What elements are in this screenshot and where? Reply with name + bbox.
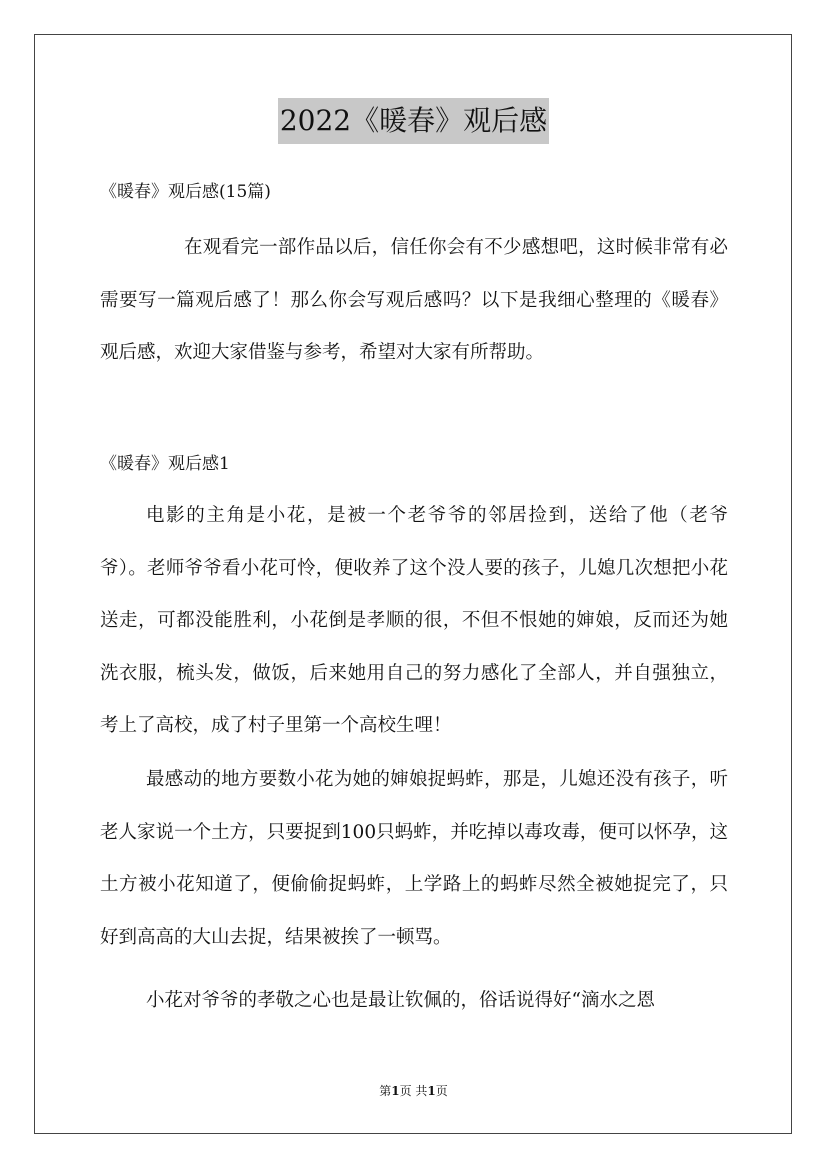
footer-prefix: 第 — [379, 1084, 392, 1098]
title-container — [0, 98, 827, 144]
intro-paragraph: 在观看完一部作品以后，信任你会有不少感想吧，这时候非常有必需要写一篇观后感了！那么你会写观后感吗？以下是我细心整理的《暖春》观后感，欢迎大家借鉴与参考，希望对大家有所帮助。 — [100, 237, 728, 363]
footer-mid: 页 共 — [399, 1084, 428, 1098]
footer-suffix: 页 — [435, 1084, 448, 1098]
footer-current-page: 1 — [391, 1084, 400, 1098]
footer-total-pages: 1 — [427, 1084, 436, 1098]
page-footer — [0, 1082, 827, 1100]
document-subtitle: 《暖春》观后感(15篇) — [100, 182, 271, 202]
section-heading: 《暖春》观后感1 — [100, 454, 230, 474]
document-title: 2022《暖春》观后感 — [278, 98, 549, 144]
body-paragraph-1: 电影的主角是小花，是被一个老爷爷的邻居捡到，送给了他（老爷爷）。老师爷爷看小花可怜，便收养了这个没人要的孩子，儿媳几次想把小花送走，可都没能胜利，小花倒是孝顺的很，不但不恨她的婶娘，反而还为她洗衣服，梳头发，做饭，后来她用自己的努力感化了全部人，并自强独立，考上了高校，成了村子里第一个高校生哩！ — [100, 505, 728, 736]
body-paragraph-2: 最感动的地方要数小花为她的婶娘捉蚂蚱，那是，儿媳还没有孩子，听老人家说一个土方，只要捉到100只蚂蚱，并吃掉以毒攻毒，便可以怀孕，这土方被小花知道了，便偷偷捉蚂蚱，上学路上的蚂蚱尽然全被她捉完了，只好到高高的大山去捉，结果被挨了一顿骂。 — [100, 769, 728, 948]
body-paragraph-3: 小花对爷爷的孝敬之心也是最让钦佩的，俗话说得好“滴水之恩 — [146, 990, 655, 1011]
